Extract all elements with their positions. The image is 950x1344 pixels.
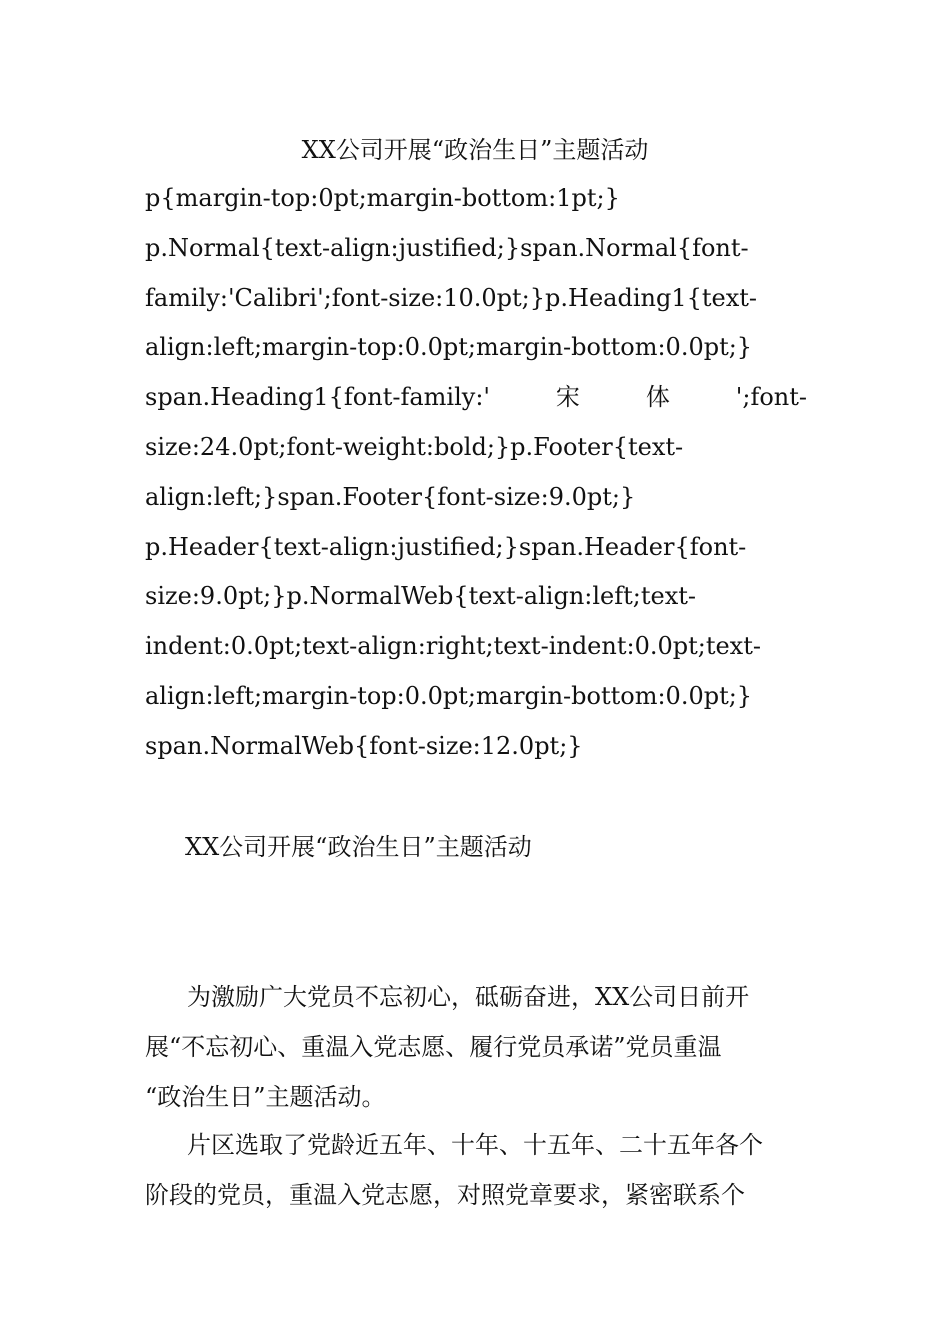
css-text-line: size:24.0pt;font-weight:bold;}p.Footer{text- — [145, 432, 684, 461]
css-text-line-justified — [145, 373, 807, 423]
paragraph-line: 片区选取了党龄近五年、十年、十五年、二十五年各个 — [187, 1131, 763, 1159]
css-text-segment: span.Heading1{font-family:' — [145, 383, 490, 412]
paragraph-line: 阶段的党员，重温入党志愿，对照党章要求，紧密联系个 — [145, 1181, 745, 1209]
paragraph-line: 为激励广大党员不忘初心，砥砺奋进，XX公司日前开 — [187, 983, 750, 1011]
css-text-line: p.Header{text-align:justified;}span.Header{font- — [145, 532, 747, 561]
body-paragraph-1 — [145, 972, 807, 1122]
css-text-line: indent:0.0pt;text-align:right;text-indent:0.0pt;text- — [145, 632, 761, 661]
article-heading: XX公司开展“政治生日”主题活动 — [185, 833, 532, 861]
css-text-line: align:left;margin-top:0.0pt;margin-bottom:0.0pt;} — [145, 681, 753, 710]
css-text-line: p.Normal{text-align:justified;}span.Normal{font- — [145, 233, 749, 262]
css-text-line: p{margin-top:0pt;margin-bottom:1pt;} — [145, 184, 620, 212]
paragraph-line: “政治生日”主题活动。 — [145, 1083, 386, 1111]
css-text-line: family:'Calibri';font-size:10.0pt;}p.Heading1{text- — [145, 283, 757, 312]
css-text-line: align:left;margin-top:0.0pt;margin-bottom:0.0pt;} — [145, 333, 753, 362]
css-text-segment: ';font- — [735, 383, 807, 412]
paragraph-line: 展“不忘初心、重温入党志愿、履行党员承诺”党员重温 — [145, 1033, 722, 1061]
css-text-line: size:9.0pt;}p.NormalWeb{text-align:left;text- — [145, 582, 696, 611]
body-paragraph-2 — [145, 1120, 807, 1220]
css-text-segment: 宋 — [555, 383, 580, 412]
css-text-line: span.NormalWeb{font-size:12.0pt;} — [145, 731, 583, 760]
document-title: XX公司开展“政治生日”主题活动 — [301, 136, 649, 164]
css-text-line: align:left;}span.Footer{font-size:9.0pt;} — [145, 482, 636, 511]
css-text-block — [145, 174, 807, 772]
css-text-segment: 体 — [645, 383, 670, 412]
